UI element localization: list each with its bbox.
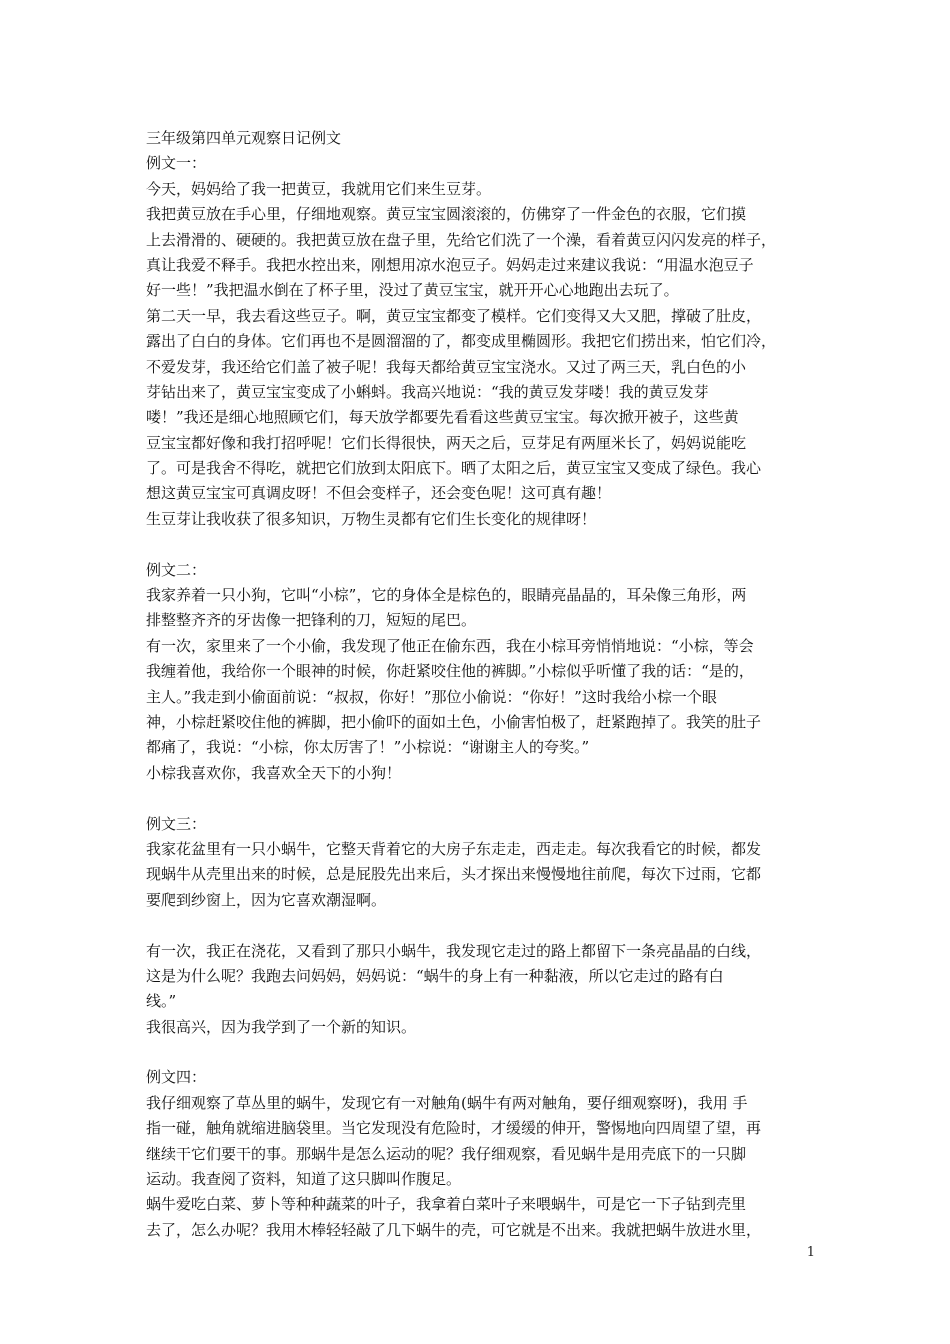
text-line: 蜗牛爱吃白菜、萝卜等种种蔬菜的叶子，我拿着白菜叶子来喂蜗牛，可是它一下子钻到壳里	[146, 1195, 747, 1214]
paragraph-gap	[146, 786, 814, 811]
text-line: 今天，妈妈给了我一把黄豆，我就用它们来生豆芽。	[146, 179, 492, 198]
text-line: 上去滑滑的、硬硬的。我把黄豆放在盘子里，先给它们洗了一个澡，看着黄豆闪闪发亮的样子，	[146, 230, 777, 249]
text-line: 神，小棕赶紧咬住他的裤脚，把小偷吓的面如土色，小偷害怕极了，赶紧跑掉了。我笑的肚子	[146, 712, 762, 731]
section-heading: 例文二：	[146, 560, 207, 579]
text-line: 我把黄豆放在手心里，仔细地观察。黄豆宝宝圆滚滚的，仿佛穿了一件金色的衣服，它们摸	[146, 205, 747, 224]
text-line: 我家养着一只小狗，它叫“小棕”，它的身体全是棕色的，眼睛亮晶晶的，耳朵像三角形，两	[146, 586, 747, 605]
text-line: 去了，怎么办呢？我用木棒轻轻敲了几下蜗牛的壳，可它就是不出来。我就把蜗牛放进水里，	[146, 1220, 762, 1239]
document-body	[146, 126, 814, 1243]
page-number: 1	[806, 1245, 815, 1260]
text-line: 芽钻出来了，黄豆宝宝变成了小蝌蚪。我高兴地说：“我的黄豆发芽喽！我的黄豆发芽	[146, 382, 709, 401]
text-line: 想这黄豆宝宝可真调皮呀！不但会变样子，还会变色呢！这可真有趣！	[146, 484, 612, 503]
text-line: 我很高兴，因为我学到了一个新的知识。	[146, 1017, 417, 1036]
text-line: 好一些！”我把温水倒在了杯子里，没过了黄豆宝宝，就开开心心地跑出去玩了。	[146, 281, 679, 300]
text-line: 这是为什么呢？我跑去问妈妈，妈妈说：“蜗牛的身上有一种黏液，所以它走过的路有白	[146, 966, 724, 985]
paragraph-gap	[146, 1040, 814, 1065]
text-line: 喽！”我还是细心地照顾它们，每天放学都要先看看这些黄豆宝宝。每次掀开被子，这些黄	[146, 408, 739, 427]
text-line: 豆宝宝都好像和我打招呼呢！它们长得很快，两天之后，豆芽足有两厘米长了，妈妈说能吃	[146, 433, 747, 452]
section-heading: 例文一：	[146, 154, 207, 173]
section-heading: 例文四：	[146, 1068, 207, 1087]
text-line: 都痛了，我说：“小棕，你太厉害了！”小棕说：“谢谢主人的夸奖。”	[146, 738, 590, 757]
section-heading: 例文三：	[146, 814, 207, 833]
text-line: 排整整齐齐的牙齿像一把锋利的刀，短短的尾巴。	[146, 611, 477, 630]
text-line: 我缠着他，我给你一个眼神的时候，你赶紧咬住他的裤脚。”小棕似乎听懂了我的话：“是的，	[146, 662, 754, 681]
text-line: 露出了白白的身体。它们再也不是圆溜溜的了，都变成里椭圆形。我把它们捞出来，怕它们冷，	[146, 332, 777, 351]
text-line: 了。可是我舍不得吃，就把它们放到太阳底下。晒了太阳之后，黄豆宝宝又变成了绿色。我心	[146, 459, 762, 478]
text-line: 小棕我喜欢你，我喜欢全天下的小狗！	[146, 763, 402, 782]
text-line: 主人。”我走到小偷面前说：“叔叔，你好！”那位小偷说：“你好！”这时我给小棕一个眼	[146, 687, 717, 706]
text-line: 不爱发芽，我还给它们盖了被子呢！我每天都给黄豆宝宝浇水。又过了两三天，乳白色的小	[146, 357, 747, 376]
text-line: 我仔细观察了草丛里的蜗牛，发现它有一对触角(蜗牛有两对触角，要仔细观察呀)，我用 手	[146, 1093, 748, 1112]
document-title: 三年级第四单元观察日记例文	[146, 129, 342, 147]
text-line: 要爬到纱窗上，因为它喜欢潮湿啊。	[146, 890, 387, 909]
text-line: 有一次，家里来了一个小偷，我发现了他正在偷东西，我在小棕耳旁悄悄地说：“小棕，等会	[146, 636, 754, 655]
paragraph-gap	[146, 532, 814, 557]
text-line: 继续干它们要干的事。那蜗牛是怎么运动的呢？我仔细观察，看见蜗牛是用壳底下的一只脚	[146, 1144, 747, 1163]
text-line: 线。”	[146, 992, 177, 1011]
text-line: 运动。我查阅了资料，知道了这只脚叫作腹足。	[146, 1170, 462, 1189]
text-line: 现蜗牛从壳里出来的时候，总是屁股先出来后，头才探出来慢慢地往前爬，每次下过雨，它都	[146, 865, 762, 884]
text-line: 生豆芽让我收获了很多知识，万物生灵都有它们生长变化的规律呀！	[146, 509, 597, 528]
text-line: 我家花盆里有一只小蜗牛，它整天背着它的大房子东走走，西走走。每次我看它的时候，都发	[146, 839, 762, 858]
text-line: 真让我爱不释手。我把水控出来，刚想用凉水泡豆子。妈妈走过来建议我说：“用温水泡豆子	[146, 255, 754, 274]
paragraph-gap	[146, 913, 814, 938]
text-line: 第二天一早，我去看这些豆子。啊，黄豆宝宝都变了模样。它们变得又大又肥，撑破了肚皮，	[146, 306, 762, 325]
text-line: 有一次，我正在浇花，又看到了那只小蜗牛，我发现它走过的路上都留下一条亮晶晶的白线，	[146, 941, 762, 960]
text-line: 指一碰，触角就缩进脑袋里。当它发现没有危险时，才缓缓的伸开，警惕地向四周望了望，再	[146, 1119, 762, 1138]
